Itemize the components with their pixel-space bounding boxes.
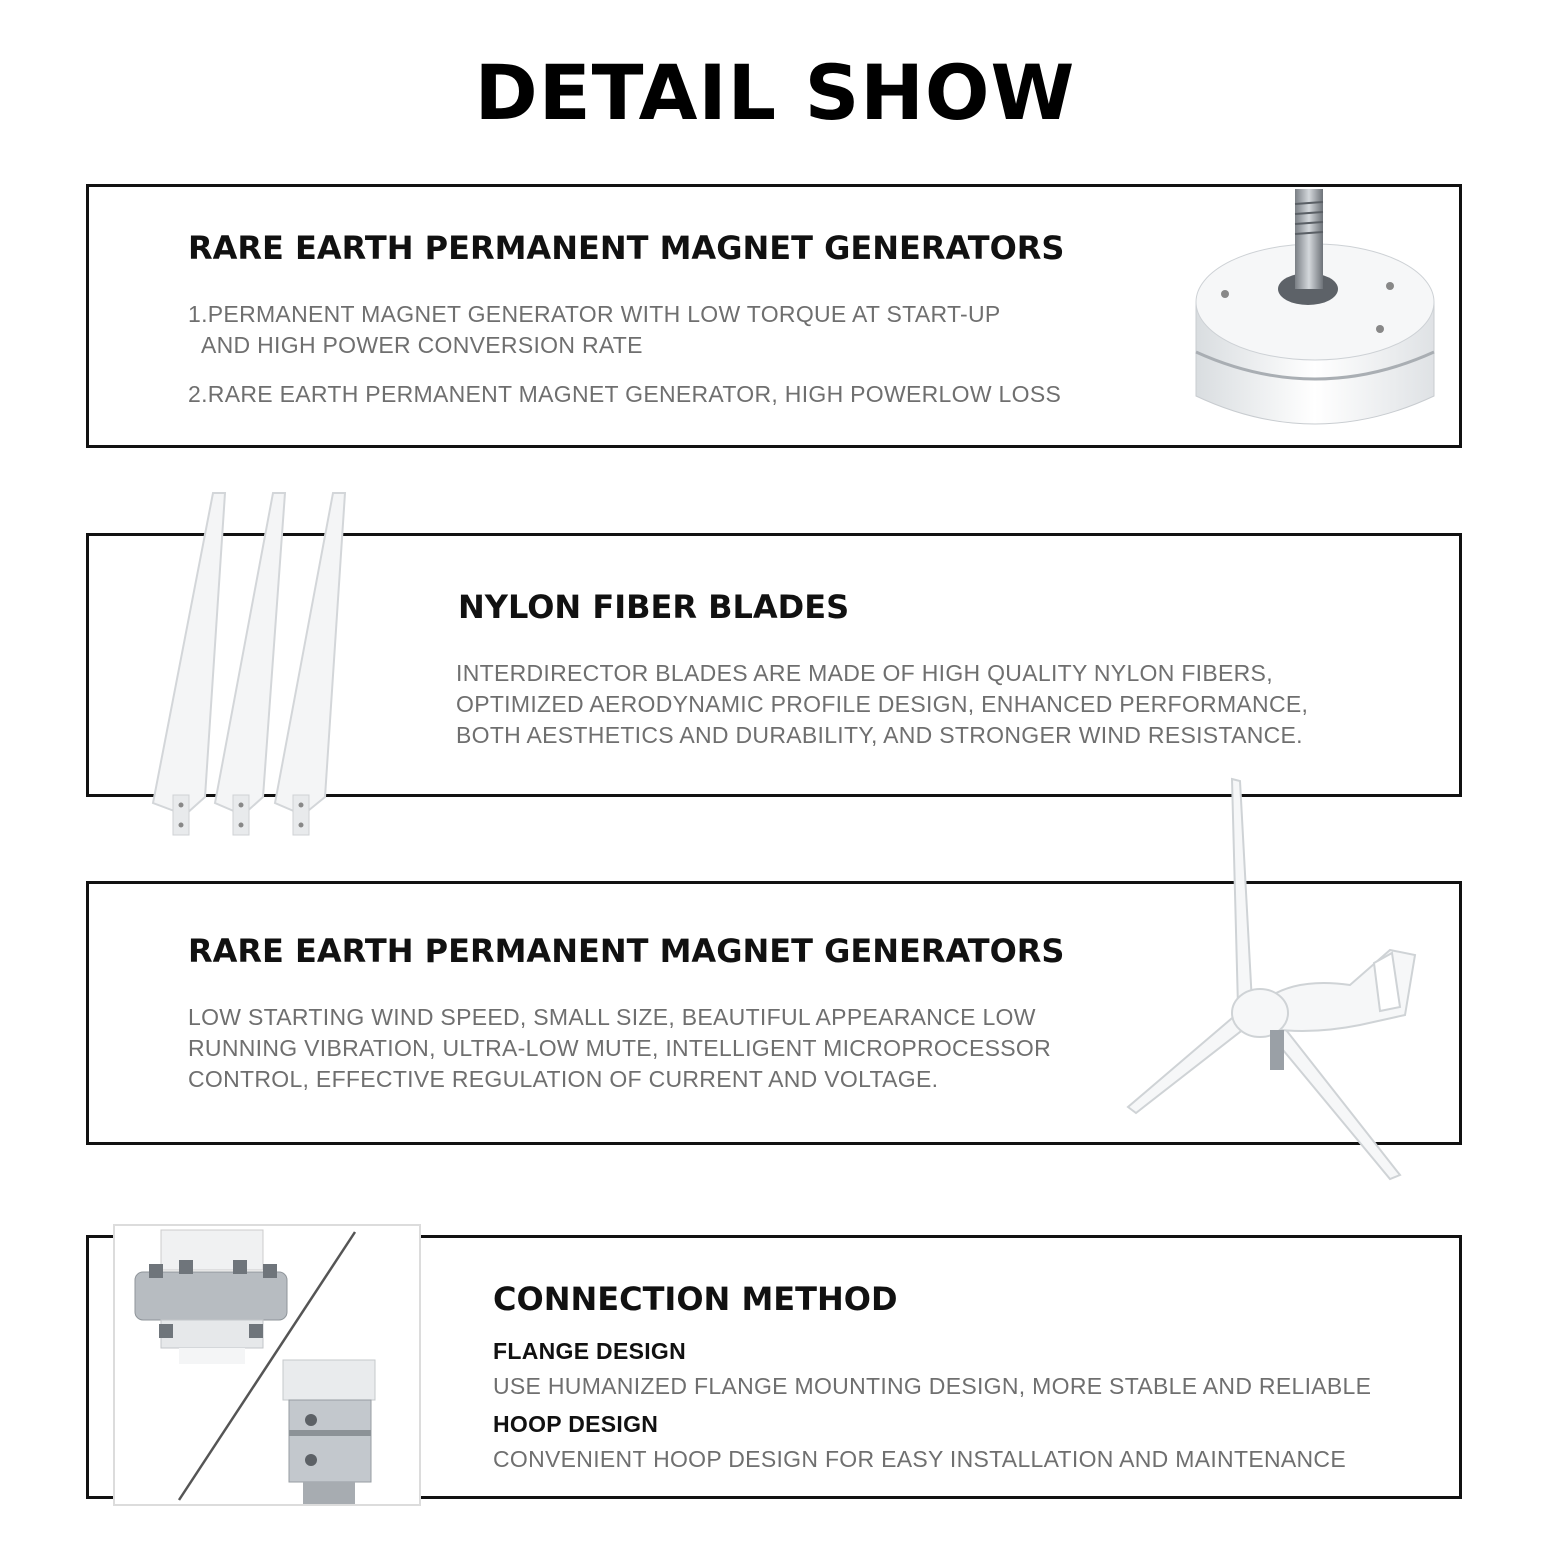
blades-icon <box>145 485 355 845</box>
page-title: DETAIL SHOW <box>474 48 1076 137</box>
section-heading: NYLON FIBER BLADES <box>458 588 850 626</box>
section-text-line: 1.PERMANENT MAGNET GENERATOR WITH LOW TORQUE AT START-UP <box>188 301 1001 327</box>
section-text-line: BOTH AESTHETICS AND DURABILITY, AND STRONGER WIND RESISTANCE. <box>456 722 1303 748</box>
section-heading: RARE EARTH PERMANENT MAGNET GENERATORS <box>188 229 1065 267</box>
section-text-line: LOW STARTING WIND SPEED, SMALL SIZE, BEAUTIFUL APPEARANCE LOW <box>188 1004 1036 1030</box>
flange-hoop-icon <box>113 1224 421 1506</box>
subsection-text: CONVENIENT HOOP DESIGN FOR EASY INSTALLATION AND MAINTENANCE <box>493 1446 1346 1472</box>
wind-turbine-icon <box>1120 775 1420 1185</box>
subsection-text: USE HUMANIZED FLANGE MOUNTING DESIGN, MORE STABLE AND RELIABLE <box>493 1373 1372 1399</box>
section-heading: RARE EARTH PERMANENT MAGNET GENERATORS <box>188 932 1065 970</box>
section-text-line: AND HIGH POWER CONVERSION RATE <box>201 332 643 358</box>
section-text-line: CONTROL, EFFECTIVE REGULATION OF CURRENT AND VOLTAGE. <box>188 1066 939 1092</box>
section-text-line: 2.RARE EARTH PERMANENT MAGNET GENERATOR, HIGH POWERLOW LOSS <box>188 381 1062 407</box>
subsection-label: FLANGE DESIGN <box>493 1338 687 1364</box>
generator-icon <box>1180 184 1450 446</box>
section-text-line: OPTIMIZED AERODYNAMIC PROFILE DESIGN, ENHANCED PERFORMANCE, <box>456 691 1309 717</box>
section-text-line: INTERDIRECTOR BLADES ARE MADE OF HIGH QUALITY NYLON FIBERS, <box>456 660 1273 686</box>
section-heading: CONNECTION METHOD <box>493 1280 898 1318</box>
section-text-line: RUNNING VIBRATION, ULTRA-LOW MUTE, INTELLIGENT MICROPROCESSOR <box>188 1035 1051 1061</box>
subsection-label: HOOP DESIGN <box>493 1411 659 1437</box>
